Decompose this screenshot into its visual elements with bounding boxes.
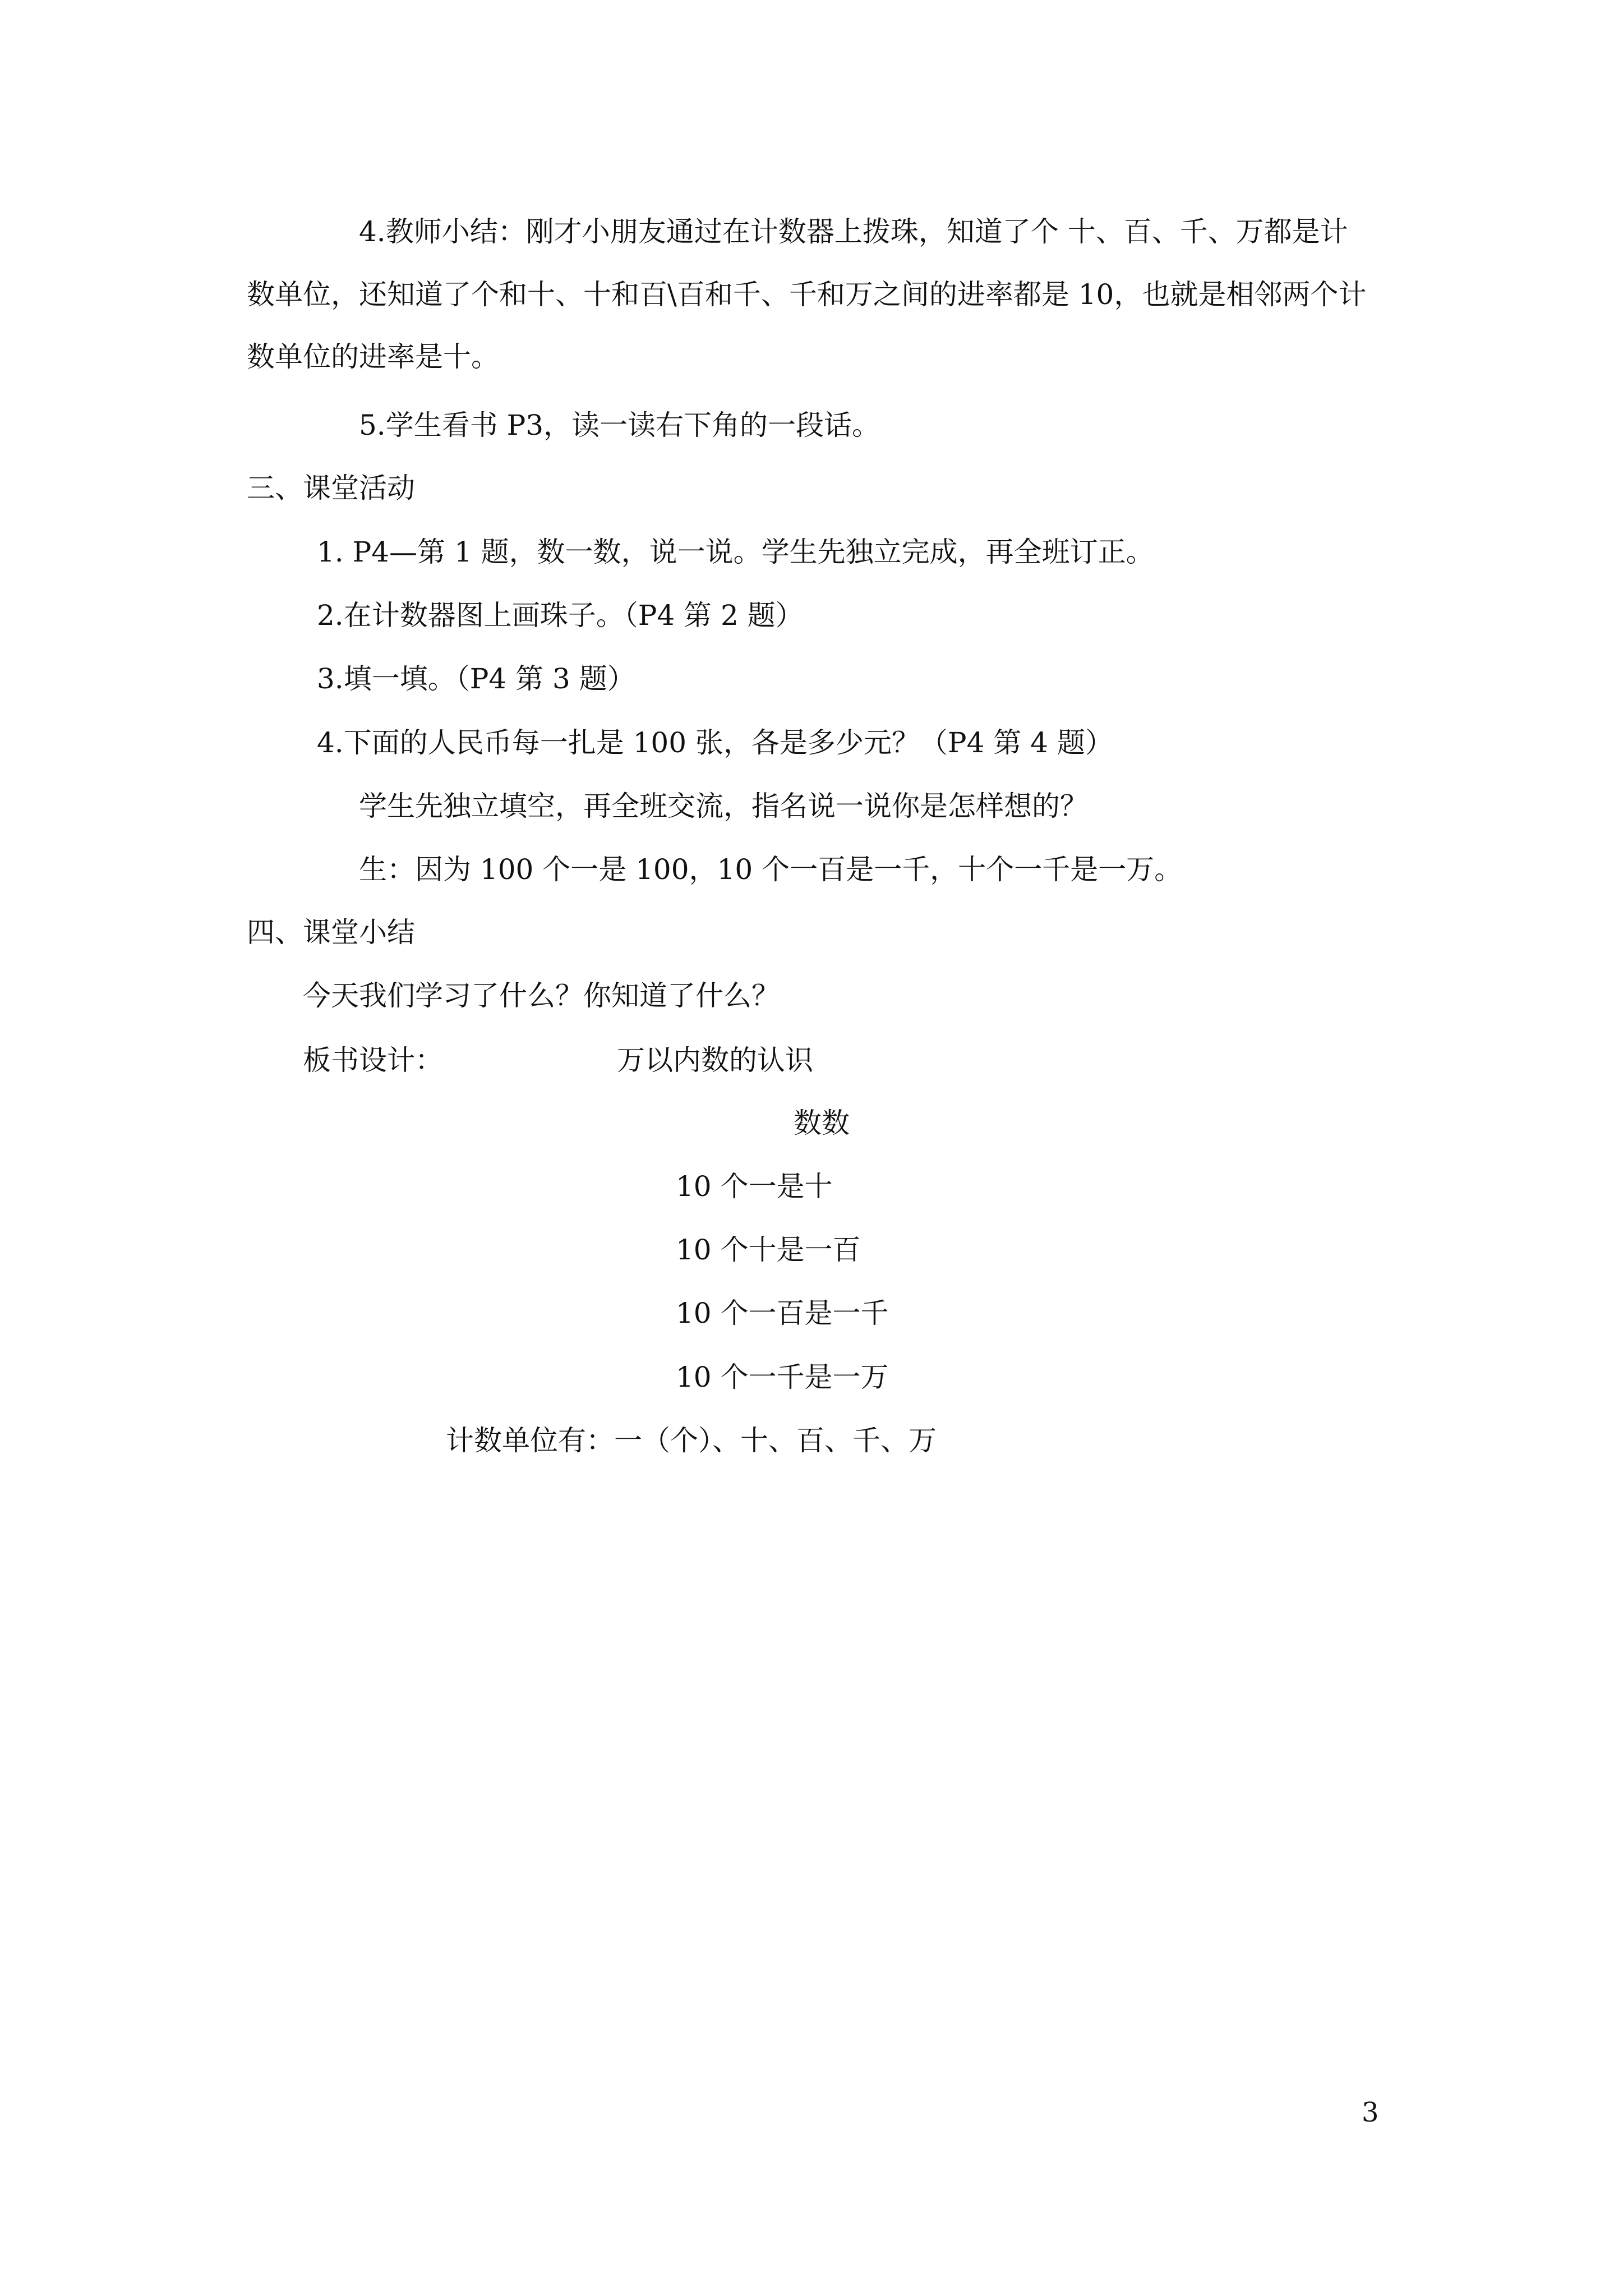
board-line-1: 10 个一是十: [676, 1170, 833, 1203]
paragraph-4-line-3: 数单位的进率是十。: [247, 341, 499, 373]
section-three-heading: 三、课堂活动: [247, 472, 415, 504]
activity-item-1: 1. P4—第 1 题，数一数，说一说。学生先独立完成，再全班订正。: [317, 536, 1154, 568]
section-four-heading: 四、课堂小结: [247, 916, 415, 949]
board-subtitle: 数数: [794, 1107, 850, 1139]
paragraph-4-line-2: 数单位，还知道了个和十、十和百\百和千、千和万之间的进率都是 10，也就是相邻两个计: [247, 278, 1367, 311]
activity-note-1: 学生先独立填空，再全班交流，指名说一说你是怎样想的？: [359, 790, 1088, 822]
board-title: 万以内数的认识: [617, 1044, 813, 1076]
paragraph-5: 5.学生看书 P3，读一读右下角的一段话。: [359, 409, 880, 441]
activity-note-2: 生：因为 100 个一是 100，10 个一百是一千，十个一千是一万。: [359, 853, 1183, 886]
activity-item-4: 4.下面的人民币每一扎是 100 张，各是多少元？（P4 第 4 题）: [317, 726, 1113, 759]
activity-item-3: 3.填一填。（P4 第 3 题）: [317, 662, 635, 695]
counting-units-line: 计数单位有：一（个）、十、百、千、万: [446, 1424, 937, 1457]
board-line-2: 10 个十是一百: [676, 1234, 861, 1266]
paragraph-4-line-1: 4.教师小结：刚才小朋友通过在计数器上拨珠，知道了个 十、百、千、万都是计: [359, 215, 1348, 248]
summary-question: 今天我们学习了什么？你知道了什么？: [303, 979, 780, 1012]
page-number: 3: [1362, 2097, 1379, 2128]
activity-item-2: 2.在计数器图上画珠子。（P4 第 2 题）: [317, 599, 804, 632]
board-line-4: 10 个一千是一万: [676, 1361, 889, 1393]
board-line-3: 10 个一百是一千: [676, 1297, 889, 1329]
board-design-label: 板书设计：: [303, 1044, 443, 1076]
